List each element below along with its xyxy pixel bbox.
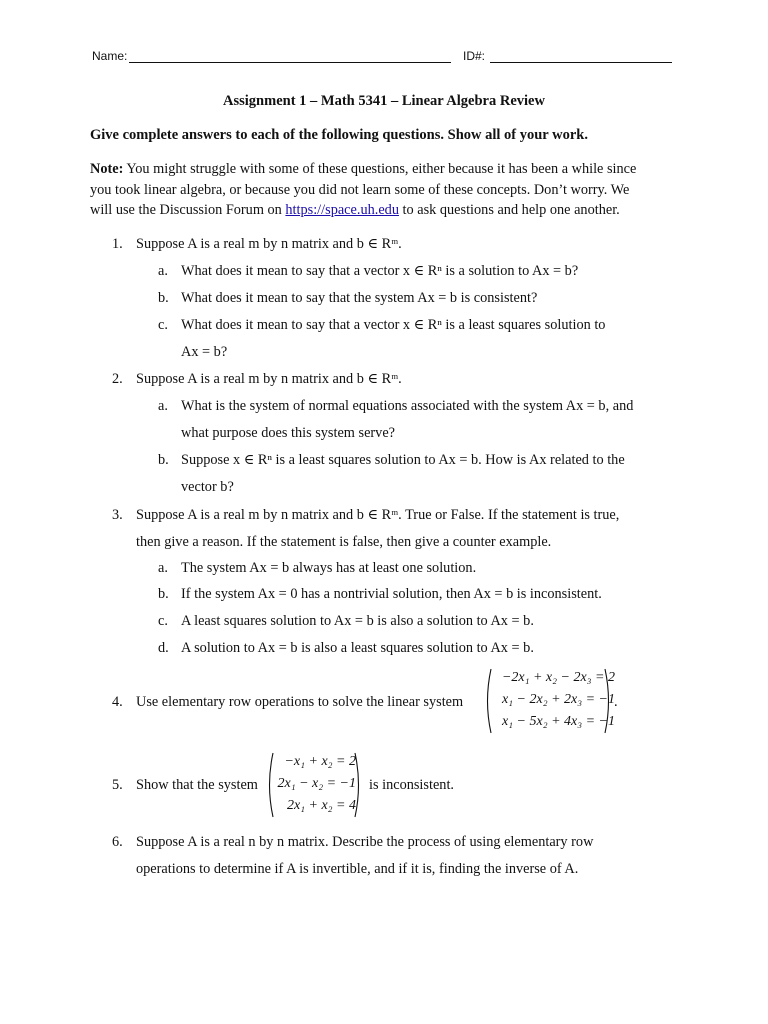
q4-end: . — [614, 694, 618, 710]
q1a-label: a. — [158, 263, 168, 279]
q3-text-cont: then give a reason. If the statement is false, then give a counter example. — [136, 534, 552, 550]
page-title: Assignment 1 – Math 5341 – Linear Algebra Review — [223, 93, 545, 109]
q3-number: 3. — [112, 507, 123, 523]
q5-end: is inconsistent. — [369, 777, 454, 793]
note-label: Note: — [90, 161, 124, 177]
header-line — [92, 47, 682, 67]
q1b-label: b. — [158, 290, 169, 306]
q3b-text: If the system Ax = 0 has a nontrivial solution, then Ax = b is inconsistent. — [181, 586, 602, 602]
note-paragraph — [90, 159, 690, 221]
id-field[interactable] — [490, 62, 672, 63]
q4-number: 4. — [112, 694, 123, 710]
q3a-text: The system Ax = b always has at least one solution. — [181, 560, 477, 576]
note-line-3-post: to ask questions and help one another. — [402, 202, 620, 218]
q1c-text-cont: Ax = b? — [181, 344, 228, 360]
q4-text: Use elementary row operations to solve the linear system — [136, 694, 464, 710]
q1-text: Suppose A is a real m by n matrix and b ∈ Rᵐ. — [136, 236, 402, 252]
q5-number: 5. — [112, 777, 123, 793]
q2a-label: a. — [158, 398, 168, 414]
q5-eq-3: 2x₁ + x₂ = 4 — [286, 798, 356, 813]
q5-eq-2: 2x₁ − x₂ = −1 — [277, 776, 356, 791]
q3-text: Suppose A is a real m by n matrix and b ∈ Rᵐ. True or False. If the statement is true, — [136, 507, 620, 523]
note-line-3-pre: will use the Discussion Forum on — [90, 202, 282, 218]
forum-link[interactable]: https://space.uh.edu — [285, 202, 399, 218]
q5-eq-1: −x₁ + x₂ = 2 — [284, 754, 356, 769]
q2b-text-cont: vector b? — [181, 479, 234, 495]
q2-number: 2. — [112, 371, 123, 387]
q4-eq-2: x₁ − 2x₂ + 2x₃ = −1 — [501, 692, 615, 707]
q3c-text: A least squares solution to Ax = b is also a solution to Ax = b. — [181, 613, 534, 629]
q1a-text: What does it mean to say that a vector x ∈ Rⁿ is a solution to Ax = b? — [181, 263, 579, 279]
q4-system — [495, 667, 615, 733]
q3d-text: A solution to Ax = b is also a least squares solution to Ax = b. — [181, 640, 534, 656]
q1c-text: What does it mean to say that a vector x ∈ Rⁿ is a least squares solution to — [181, 317, 606, 333]
q6-text-cont: operations to determine if A is invertible, and if it is, finding the inverse of A. — [136, 861, 579, 877]
note-line-2: you took linear algebra, or because you did not learn some of these concepts. Don’t worry. We — [90, 181, 630, 198]
id-label: ID#: — [463, 49, 486, 63]
q6-text: Suppose A is a real n by n matrix. Describe the process of using elementary row — [136, 834, 594, 850]
q2b-text: Suppose x ∈ Rⁿ is a least squares solution to Ax = b. How is Ax related to the — [181, 452, 625, 468]
q3c-label: c. — [158, 613, 168, 629]
q2a-text-cont: what purpose does this system serve? — [181, 425, 396, 441]
q4-eq-3: x₁ − 5x₂ + 4x₃ = −1 — [501, 714, 615, 729]
q2b-label: b. — [158, 452, 169, 468]
q1-number: 1. — [112, 236, 123, 252]
q2a-text: What is the system of normal equations associated with the system Ax = b, and — [181, 398, 634, 414]
q3a-label: a. — [158, 560, 168, 576]
q4-eq-1: −2x₁ + x₂ − 2x₃ = 2 — [501, 670, 615, 685]
name-field[interactable] — [129, 62, 451, 63]
instructions: Give complete answers to each of the following questions. Show all of your work. — [90, 127, 588, 143]
name-label: Name: — [92, 49, 128, 63]
q6-number: 6. — [112, 834, 123, 850]
q5-text: Show that the system — [136, 777, 258, 793]
q1b-text: What does it mean to say that the system Ax = b is consistent? — [181, 290, 538, 306]
q1c-label: c. — [158, 317, 168, 333]
q5-system — [276, 751, 356, 817]
q3b-label: b. — [158, 586, 169, 602]
note-line-1: You might struggle with some of these questions, either because it has been a while since — [126, 161, 637, 177]
q3d-label: d. — [158, 640, 169, 656]
q2-text: Suppose A is a real m by n matrix and b ∈ Rᵐ. — [136, 371, 402, 387]
